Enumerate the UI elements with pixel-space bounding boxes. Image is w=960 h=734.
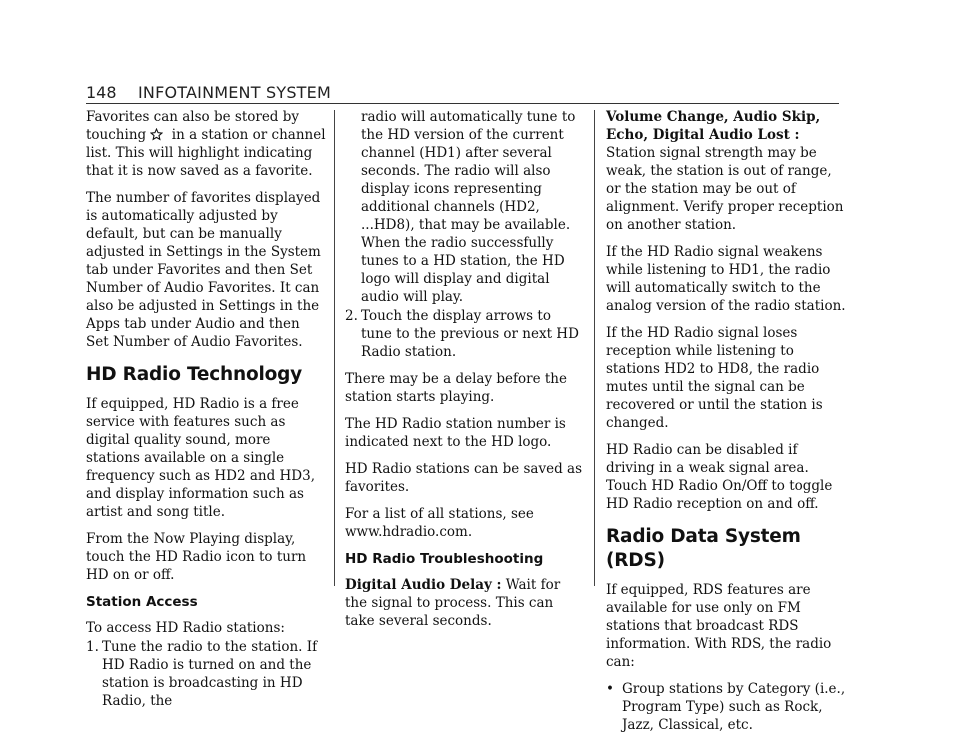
hd2-hd8-paragraph: If the HD Radio signal loses reception while listening to stations HD2 to HD8, the radio mutes until the signal can be recovered or until the station is changed. — [606, 325, 823, 431]
steps-list — [345, 307, 585, 361]
digital-audio-delay-paragraph: Digital Audio Delay : Wait for the signal to process. This can take several seconds. — [345, 577, 561, 629]
favorites-paragraph: Favorites can also be stored by touching in a station or channel list. This will highlight indicating that it is now saved as a favorite. — [86, 109, 326, 179]
station-number-paragraph: The HD Radio station number is indicated next to the HD logo. — [345, 416, 566, 450]
disable-hd-paragraph: HD Radio can be disabled if driving in a weak signal area. Touch HD Radio On/Off to toggle HD Radio reception on and off. — [606, 442, 833, 512]
page-number: 148 — [86, 83, 117, 102]
hd1-weakens-paragraph: If the HD Radio signal weakens while listening to HD1, the radio will automatically switch to the analog version of the radio station. — [606, 244, 846, 314]
term-volume-change: Volume Change, Audio Skip, Echo, Digital Audio Lost : — [606, 109, 821, 143]
page-header — [86, 82, 840, 104]
favorites-count-paragraph: The number of favorites displayed is automatically adjusted by default, but can be manually adjusted in Settings in the System tab under Favorites and then Set Number of Audio Favorites. It can also be adjusted in Settings in the Apps tab under Audio and then Set Number of Audio Favorites. — [86, 190, 321, 350]
list-item: 1. Tune the radio to the station. If HD Radio is turned on and the station is broadcasting in HD Radio, the — [86, 639, 318, 709]
term-digital-audio-delay: Digital Audio Delay : — [345, 577, 502, 593]
list-item: • Group stations by Category (i.e., Program Type) such as Rock, Jazz, Classical, etc. — [606, 681, 846, 733]
heading-hd-radio-technology: HD Radio Technology — [86, 364, 303, 385]
saved-favorites-paragraph: HD Radio stations can be saved as favorites. — [345, 461, 582, 495]
column-2 — [345, 108, 585, 639]
bullet-marker: • — [606, 681, 614, 697]
delay-paragraph: There may be a delay before the station starts playing. — [345, 371, 567, 405]
column-divider — [334, 110, 335, 586]
star-icon — [150, 128, 163, 141]
header-divider — [86, 103, 839, 104]
hd-radio-intro: If equipped, HD Radio is a free service with features such as digital quality sound, more stations available on a single frequency such as HD2 and HD3, and display information such as artist and song title. — [86, 396, 316, 520]
heading-station-access: Station Access — [86, 594, 198, 610]
column-3 — [606, 108, 846, 734]
volume-change-paragraph: Volume Change, Audio Skip, Echo, Digital Audio Lost : Station signal strength may be weak, the station is out of range, or the station may be out of alignment. Verify proper reception on another station. — [606, 109, 844, 233]
column-1 — [86, 108, 326, 719]
rds-intro: If equipped, RDS features are available for use only on FM stations that broadcast RDS information. With RDS, the radio can: — [606, 582, 832, 670]
list-item: 2. Touch the display arrows to tune to the previous or next HD Radio station. — [345, 308, 579, 360]
hd-toggle-paragraph: From the Now Playing display, touch the HD Radio icon to turn HD on or off. — [86, 531, 307, 583]
section-title: INFOTAINMENT SYSTEM — [138, 83, 331, 102]
column-divider — [594, 110, 595, 586]
station-list-paragraph: For a list of all stations, see www.hdradio.com. — [345, 506, 534, 540]
heading-hd-radio-troubleshooting: HD Radio Troubleshooting — [345, 551, 544, 567]
station-access-intro: To access HD Radio stations: — [86, 620, 285, 636]
heading-radio-data-system: Radio Data System (RDS) — [606, 526, 801, 571]
steps-list — [86, 638, 326, 710]
step-1-continued: radio will automatically tune to the HD version of the current channel (HD1) after several seconds. The radio will also display icons representing additional channels (HD2, ...HD8), that may be available. When the radio successfully tunes to a HD station, the HD logo will display and digital audio will play. — [361, 109, 576, 305]
